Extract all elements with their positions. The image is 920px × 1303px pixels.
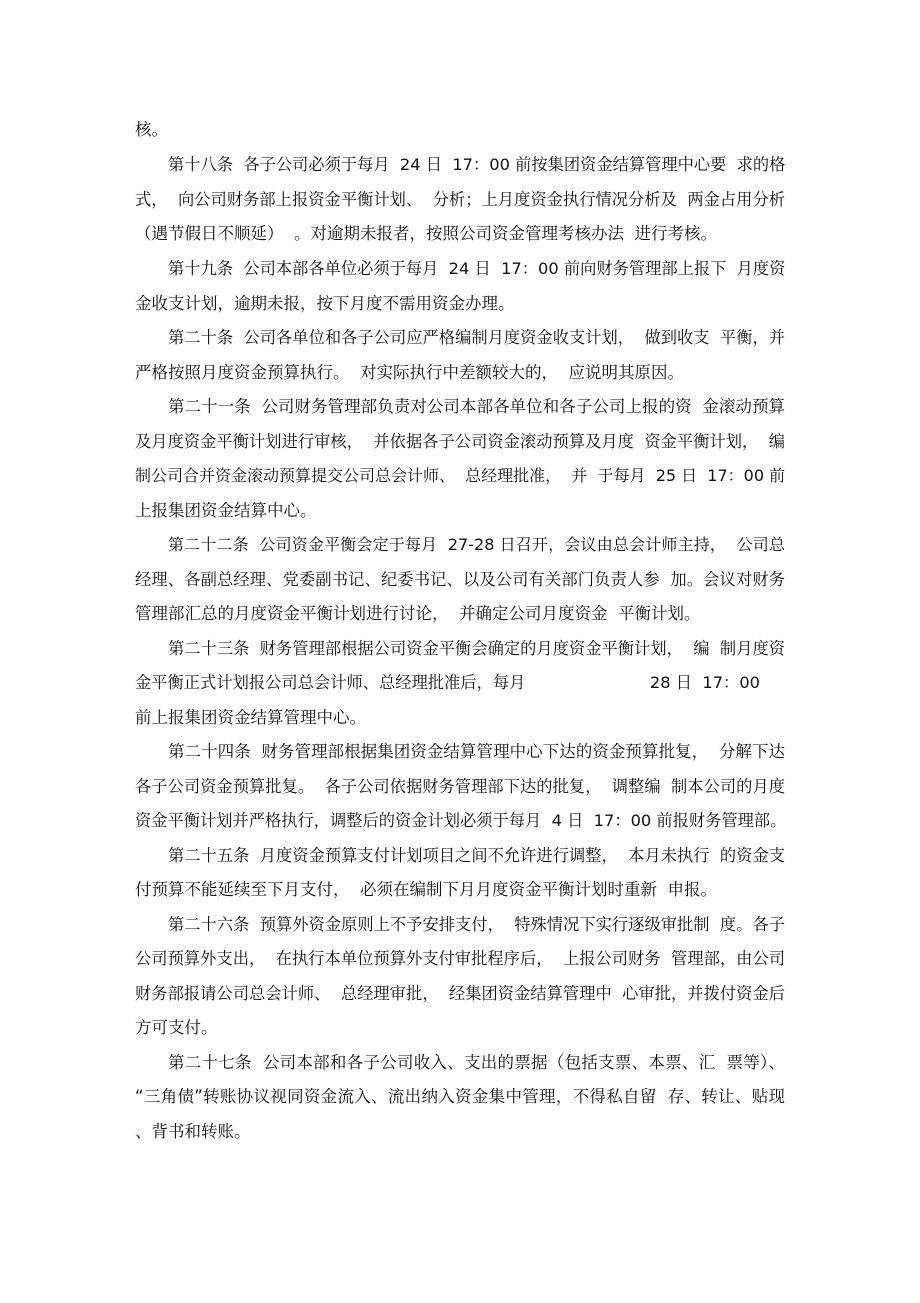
- text-line: 金收支计划，逾期未报，按下月度不需用资金办理。: [135, 294, 515, 313]
- text-line: 管理部汇总的月度资金平衡计划进行讨论， 并确定公司月度资金 平衡计划。: [135, 604, 701, 623]
- text-line: 方可支付。: [135, 1018, 218, 1037]
- article-19-line-1: 第十九条 公司本部各单位必须于每月 24 日 17：00 前向财务管理部上报下 月度资: [168, 259, 786, 278]
- article-24-line-1: 第二十四条 财务管理部根据集团资金结算管理中心下达的资金预算批复， 分解下达: [168, 742, 785, 761]
- article-27-line-1: 第二十七条 公司本部和各子公司收入、支出的票据（包括支票、本票、汇 票等）、: [168, 1053, 785, 1072]
- article-22-line-1: 第二十二条 公司资金平衡会定于每月 27-28 日召开，会议由总会计师主持， 公司总: [168, 535, 785, 554]
- text-line: 式， 向公司财务部上报资金平衡计划、 分析；上月度资金执行情况分析及 两金占用分析: [135, 190, 785, 209]
- article-26-line-1: 第二十六条 预算外资金原则上不予安排支付， 特殊情况下实行逐级审批制 度。各子: [168, 915, 785, 934]
- text-line: 、背书和转账。: [135, 1122, 251, 1141]
- article-23-line-1: 第二十三条 财务管理部根据公司资金平衡会确定的月度资金平衡计划， 编 制月度资: [168, 639, 785, 658]
- article-21-line-1: 第二十一条 公司财务管理部负责对公司本部各单位和各子公司上报的资 金滚动预算: [168, 397, 785, 416]
- text-line: 各子公司资金预算批复。 各子公司依据财务管理部下达的批复， 调整编 制本公司的月度: [135, 777, 785, 796]
- text-line: 前上报集团资金结算管理中心。: [135, 708, 366, 727]
- text-line: （遇节假日不顺延） 。对逾期未报者，按照公司资金管理考核办法 进行考核。: [135, 224, 717, 243]
- text-line: 资金平衡计划并严格执行，调整后的资金计划必须于每月 4 日 17：00 前报财务管理部。: [135, 811, 787, 830]
- text-line: 经理、各副总经理、党委副书记、纪委书记、以及公司有关部门负责人参 加。会议对财务: [135, 570, 785, 589]
- text-line: 付预算不能延续至下月支付， 必须在编制下月月度资金平衡计划时重新 申报。: [135, 880, 717, 899]
- text-line: 财务部报请公司总会计师、 总经理审批， 经集团资金结算管理中 心审批，并拨付资金后: [135, 984, 785, 1003]
- text-line: 及月度资金平衡计划进行审核， 并依据各子公司资金滚动预算及月度 资金平衡计划， 编: [135, 432, 785, 451]
- text-line: 上报集团资金结算中心。: [135, 501, 317, 520]
- text-line: 金平衡正式计划报公司总会计师、总经理批准后，每月 28 日 17：00: [135, 673, 760, 692]
- article-18-line-1: 第十八条 各子公司必须于每月 24 日 17：00 前按集团资金结算管理中心要 求的格: [168, 155, 786, 174]
- article-20-line-1: 第二十条 公司各单位和各子公司应严格编制月度资金收支计划， 做到收支 平衡，并: [168, 328, 785, 347]
- text-line: 公司预算外支出， 在执行本单位预算外支付审批程序后， 上报公司财务 管理部，由公司: [135, 949, 785, 968]
- text-line: 核。: [135, 120, 168, 139]
- text-line: 制公司合并资金滚动预算提交公司总会计师、 总经理批准， 并 于每月 25 日 17：00 前: [135, 466, 786, 485]
- article-25-line-1: 第二十五条 月度资金预算支付计划项目之间不允许进行调整， 本月未执行 的资金支: [168, 846, 785, 865]
- text-line: “三角债”转账协议视同资金流入、流出纳入资金集中管理，不得私自留 存、转让、贴现: [135, 1087, 785, 1106]
- text-line: 严格按照月度资金预算执行。 对实际执行中差额较大的， 应说明其原因。: [135, 363, 684, 382]
